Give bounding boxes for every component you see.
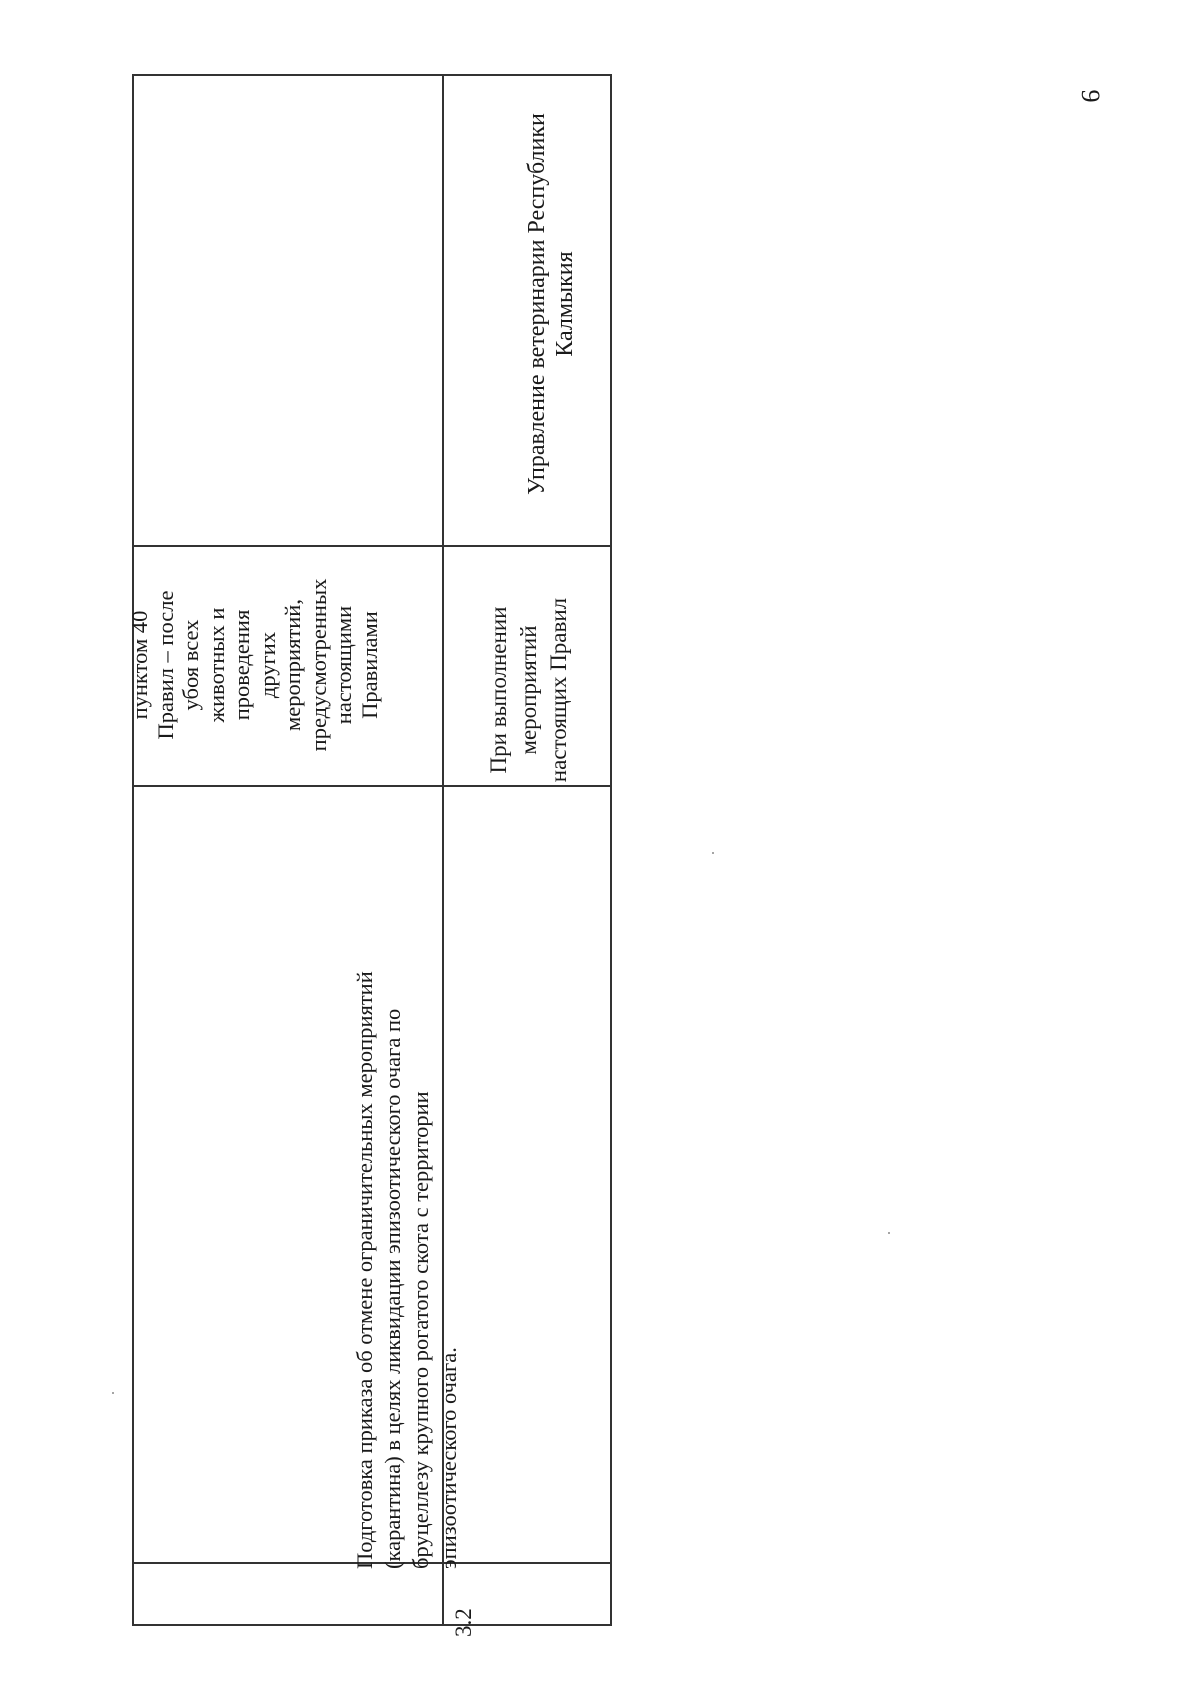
row-description: Подготовка приказа об отмене ограничительных мероприятий (карантина) в целях ликвидации эпизоотического очага по бруцеллезу крупного рогатого скота с территории эпизоотического очага. — [352, 971, 461, 1569]
responsible-cell: Управление ветеринарии Республики Калмыкия — [524, 113, 578, 495]
page-number: 9 — [1076, 89, 1105, 103]
scan-speck — [712, 852, 714, 854]
scan-speck — [112, 1392, 114, 1394]
term-cell-continuation: пунктом 40 Правил – после убоя всех животных и проведения других мероприятий, предусмотренных настоящими Правилами — [127, 578, 382, 752]
scan-speck — [888, 1232, 890, 1234]
term-cell: При выполнении мероприятий настоящих Правил — [486, 597, 571, 783]
row-number: 3.2 — [451, 1608, 476, 1637]
